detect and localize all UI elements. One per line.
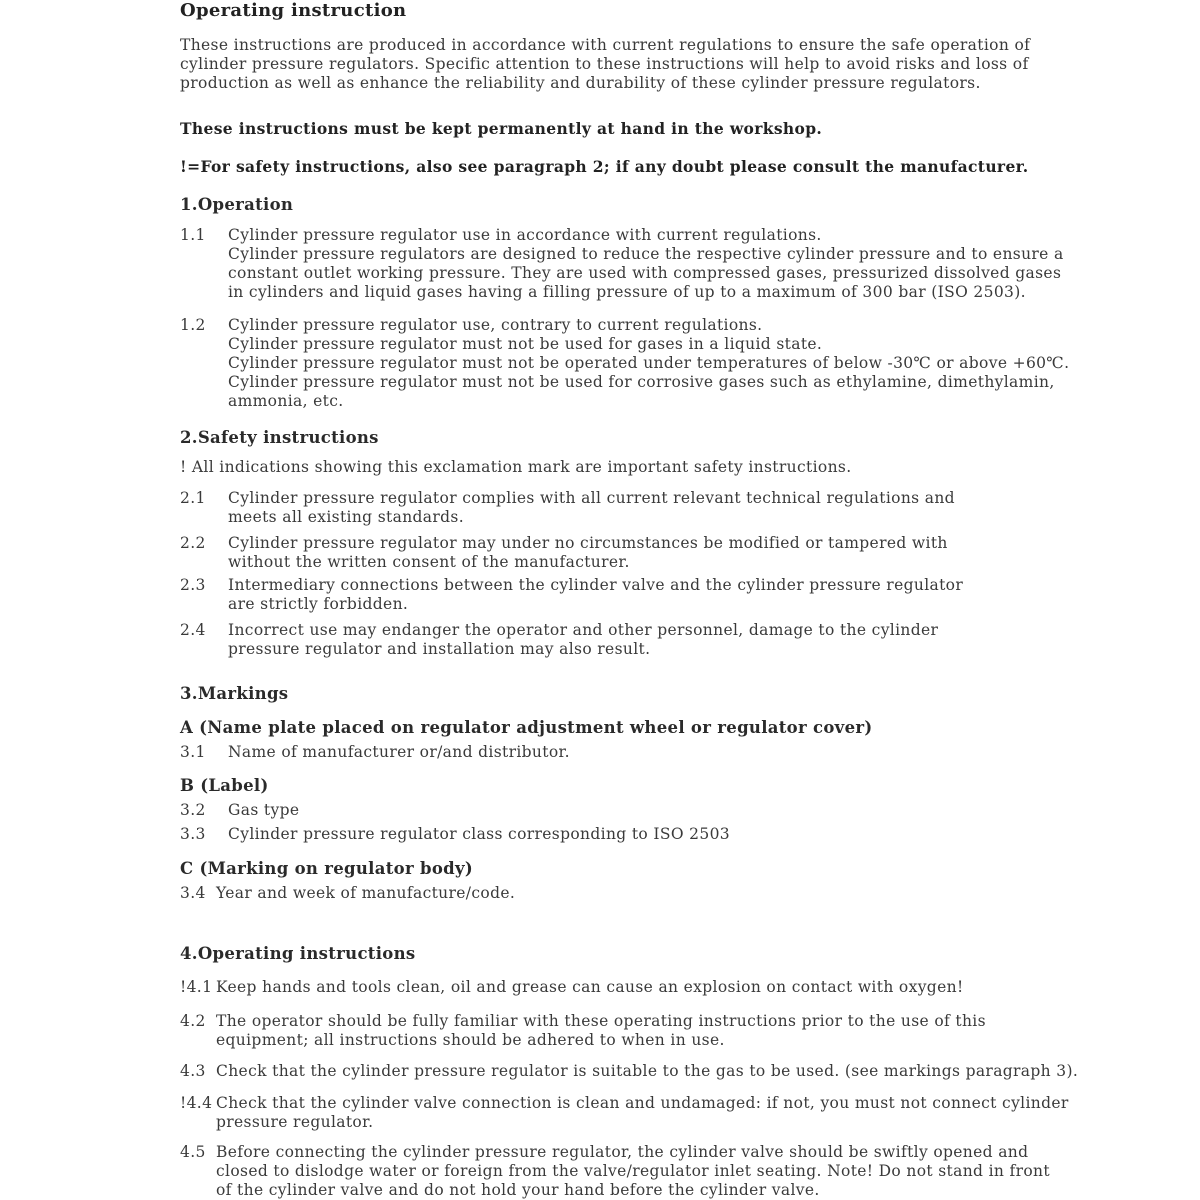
item-number: 3.3 — [180, 825, 206, 843]
item-text — [216, 978, 964, 997]
item-line: meets all existing standards. — [228, 508, 465, 526]
item-text — [228, 621, 938, 659]
document-title: Operating instruction — [180, 0, 407, 21]
item-line: Incorrect use may endanger the operator and other personnel, damage to the cylinder — [228, 621, 939, 639]
item-text: Gas type — [228, 801, 300, 819]
item-line: Cylinder pressure regulator use, contrary to current regulations. — [228, 316, 763, 334]
item-line: pressure regulator and installation may also result. — [228, 640, 651, 658]
safety-note: ! All indications showing this exclamation mark are important safety instructions. — [180, 458, 852, 476]
item-number: 3.1 — [180, 743, 206, 761]
intro-paragraph — [180, 36, 1030, 93]
item-line: Cylinder pressure regulator complies with all current relevant technical regulations and — [228, 489, 955, 507]
item-text — [216, 1012, 986, 1050]
item-text — [228, 226, 1064, 302]
section-heading-safety: 2.Safety instructions — [180, 428, 379, 447]
intro-line: These instructions are produced in accordance with current regulations to ensure the safe operation of — [180, 36, 1031, 54]
item-text — [228, 316, 1069, 411]
item-line: of the cylinder valve and do not hold your hand before the cylinder valve. — [216, 1181, 820, 1199]
item-text — [228, 489, 955, 527]
item-line: Cylinder pressure regulator must not be used for gases in a liquid state. — [228, 335, 823, 353]
intro-line: production as well as enhance the reliability and durability of these cylinder pressure regulators. — [180, 74, 981, 92]
item-number: !4.1 — [180, 978, 213, 996]
item-line: Before connecting the cylinder pressure regulator, the cylinder valve should be swiftly opened and — [216, 1143, 1029, 1161]
item-number: 2.4 — [180, 621, 206, 639]
item-line: pressure regulator. — [216, 1113, 374, 1131]
item-line: Check that the cylinder valve connection is clean and undamaged: if not, you must not connect cylinder — [216, 1094, 1069, 1112]
item-number: 2.2 — [180, 534, 206, 552]
item-line: without the written consent of the manufacturer. — [228, 553, 630, 571]
item-number: 4.5 — [180, 1143, 206, 1161]
item-number: 4.2 — [180, 1012, 206, 1030]
section-heading-operating-instructions: 4.Operating instructions — [180, 944, 416, 963]
markings-sub-c: C (Marking on regulator body) — [180, 859, 473, 878]
item-line: closed to dislodge water or foreign from the valve/regulator inlet seating. Note! Do not stand in front — [216, 1162, 1050, 1180]
item-line: Cylinder pressure regulators are designed to reduce the respective cylinder pressure and to ensure a — [228, 245, 1064, 263]
item-text: Year and week of manufacture/code. — [216, 884, 516, 902]
item-text — [216, 1094, 1069, 1132]
item-line: The operator should be fully familiar with these operating instructions prior to the use of this — [216, 1012, 986, 1030]
item-line: Intermediary connections between the cylinder valve and the cylinder pressure regulator — [228, 576, 964, 594]
section-heading-operation: 1.Operation — [180, 195, 294, 214]
item-number: !4.4 — [180, 1094, 213, 1112]
item-line: ammonia, etc. — [228, 392, 344, 410]
markings-sub-b: B (Label) — [180, 776, 269, 795]
item-number: 2.1 — [180, 489, 206, 507]
item-line: Cylinder pressure regulator must not be used for corrosive gases such as ethylamine, dimethylamin, — [228, 373, 1055, 391]
item-text — [228, 576, 963, 614]
item-text — [216, 1062, 1078, 1081]
item-text — [228, 534, 948, 572]
item-line: Keep hands and tools clean, oil and grease can cause an explosion on contact with oxygen! — [216, 978, 964, 996]
item-text: Name of manufacturer or/and distributor. — [228, 743, 570, 761]
item-line: are strictly forbidden. — [228, 595, 409, 613]
notice-safety: !=For safety instructions, also see paragraph 2; if any doubt please consult the manufacturer. — [180, 157, 1029, 176]
item-number: 1.1 — [180, 226, 206, 244]
item-number: 4.3 — [180, 1062, 206, 1080]
intro-line: cylinder pressure regulators. Specific attention to these instructions will help to avoid risks and loss of — [180, 55, 1029, 73]
item-number: 2.3 — [180, 576, 206, 594]
markings-sub-a: A (Name plate placed on regulator adjustment wheel or regulator cover) — [180, 718, 873, 737]
notice-keep-at-hand: These instructions must be kept permanently at hand in the workshop. — [180, 119, 823, 138]
item-line: equipment; all instructions should be adhered to when in use. — [216, 1031, 725, 1049]
section-heading-markings: 3.Markings — [180, 684, 289, 703]
item-line: Check that the cylinder pressure regulator is suitable to the gas to be used. (see markings paragraph 3). — [216, 1062, 1079, 1080]
item-line: Cylinder pressure regulator must not be operated under temperatures of below -30℃ or above +60℃. — [228, 354, 1070, 372]
item-number: 3.4 — [180, 884, 206, 902]
item-text — [216, 1143, 1050, 1200]
item-line: Cylinder pressure regulator use in accordance with current regulations. — [228, 226, 822, 244]
item-number: 1.2 — [180, 316, 206, 334]
item-line: constant outlet working pressure. They are used with compressed gases, pressurized dissolved gases — [228, 264, 1062, 282]
item-text: Cylinder pressure regulator class corresponding to ISO 2503 — [228, 825, 731, 843]
item-line: in cylinders and liquid gases having a filling pressure of up to a maximum of 300 bar (ISO 2503). — [228, 283, 1026, 301]
item-line: Cylinder pressure regulator may under no circumstances be modified or tampered with — [228, 534, 948, 552]
item-number: 3.2 — [180, 801, 206, 819]
